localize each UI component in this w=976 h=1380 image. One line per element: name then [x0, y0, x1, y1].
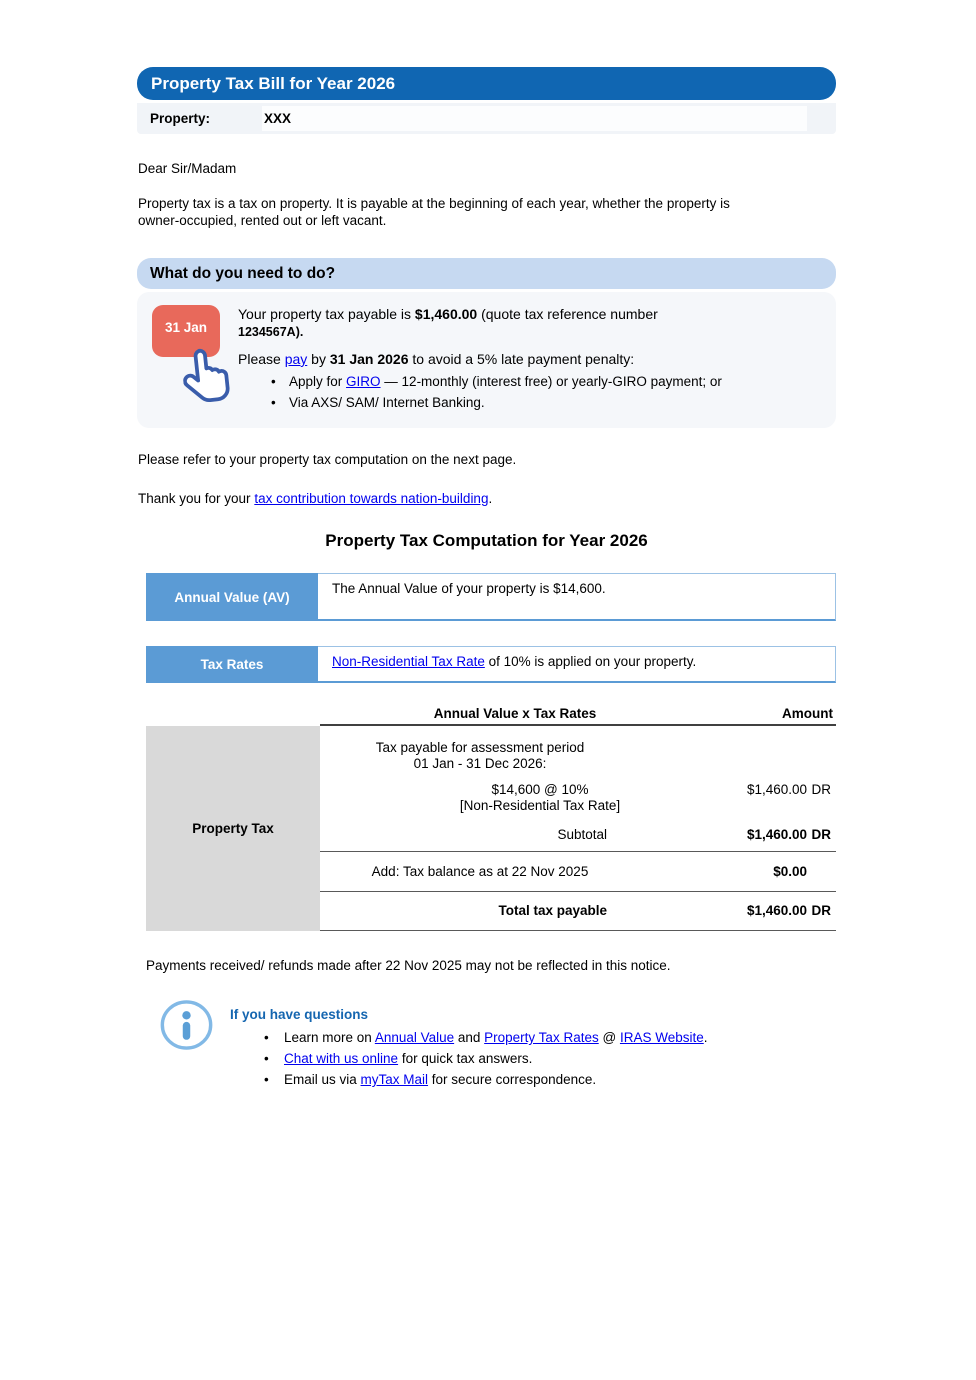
calculation-line1: $14,600 @ 10%	[491, 782, 589, 797]
action-box	[137, 292, 836, 428]
assessment-section	[320, 740, 836, 852]
property-value: XXX	[262, 106, 807, 131]
giro-post: — 12-monthly (interest free) or yearly-GIRO payment; or	[380, 374, 722, 389]
deadline-date-label: 31 Jan	[164, 319, 208, 335]
computation-title: Property Tax Computation for Year 2026	[325, 531, 648, 550]
calculation-row	[320, 782, 836, 813]
total-amount: $1,460.00	[746, 903, 807, 918]
hand-pointer-icon	[180, 345, 236, 410]
intro-line-1: Property tax is a tax on property. It is payable at the beginning of each year, whether the property is	[138, 196, 730, 211]
learn-more-post: .	[703, 1030, 708, 1045]
subtotal-row	[320, 827, 836, 842]
payment-option-axs	[238, 393, 821, 414]
calculation-amount: $1,460.00	[746, 782, 807, 797]
email-pre: Email us via	[284, 1072, 361, 1087]
document-title-bar	[137, 67, 836, 100]
annual-value-text: The Annual Value of your property is $14,600.	[332, 581, 606, 596]
payable-line	[238, 306, 821, 341]
annual-value-row	[146, 573, 836, 621]
table-header-desc: Annual Value x Tax Rates	[433, 706, 597, 721]
annual-value-content	[318, 573, 836, 621]
calculation-amount-cell	[640, 782, 836, 813]
pay-line-pre: Please	[238, 351, 285, 367]
tax-rates-row	[146, 646, 836, 683]
tax-balance-amount-cell	[640, 864, 836, 879]
subtotal-amount: $1,460.00	[746, 827, 807, 842]
payments-notice: Payments received/ refunds made after 22 Nov 2025 may not be reflected in this notice.	[146, 958, 671, 973]
total-amount-cell	[640, 903, 836, 918]
chat-post: for quick tax answers.	[398, 1051, 533, 1066]
table-body	[146, 726, 836, 931]
calculation-block	[460, 782, 620, 813]
payment-option-giro	[238, 372, 821, 393]
pay-deadline-date: 31 Jan 2026	[329, 351, 409, 367]
questions-heading: If you have questions	[230, 1007, 369, 1022]
learn-more-mid1: and	[454, 1030, 485, 1045]
payment-options-list	[238, 372, 821, 413]
annual-value-label-box	[146, 573, 318, 621]
property-bar	[137, 103, 836, 134]
chat-with-us-link[interactable]: Chat with us online	[284, 1051, 399, 1066]
non-residential-tax-rate-link[interactable]: Non-Residential Tax Rate	[332, 654, 485, 669]
refer-note: Please refer to your property tax computation on the next page.	[138, 452, 517, 467]
calculation-amount-suffix: DR	[811, 782, 831, 797]
email-post: for secure correspondence.	[428, 1072, 597, 1087]
page-content	[137, 67, 836, 1090]
tax-rates-label: Tax Rates	[200, 657, 264, 672]
assessment-period-line2: 01 Jan - 31 Dec 2026:	[413, 755, 547, 771]
deadline-badge-column	[152, 305, 238, 428]
pay-line-post: to avoid a 5% late payment penalty:	[408, 351, 635, 367]
property-label: Property:	[150, 111, 211, 126]
tax-balance-row	[320, 852, 836, 892]
table-rows	[320, 726, 836, 931]
question-item-learn-more	[230, 1027, 708, 1048]
subtotal-label: Subtotal	[557, 827, 607, 842]
tax-reference-number: 1234567A).	[238, 325, 304, 339]
document-title: Property Tax Bill for Year 2026	[151, 73, 396, 93]
tax-rates-label-box	[146, 646, 318, 683]
annual-value-link[interactable]: Annual Value	[374, 1030, 455, 1045]
question-item-email	[230, 1069, 708, 1090]
property-tax-side-label: Property Tax	[192, 821, 274, 836]
pay-link[interactable]: pay	[284, 351, 308, 367]
table-header-amount: Amount	[782, 706, 833, 721]
pay-line-mid: by	[307, 351, 330, 367]
mytax-mail-link[interactable]: myTax Mail	[360, 1072, 429, 1087]
questions-content	[230, 998, 708, 1090]
info-icon	[160, 1000, 213, 1050]
nation-building-link[interactable]: tax contribution towards nation-building	[254, 491, 489, 506]
property-tax-side-label-box	[146, 726, 320, 931]
action-text	[238, 305, 821, 428]
computation-table	[146, 706, 836, 931]
what-to-do-heading-bar	[137, 258, 836, 289]
learn-more-pre: Learn more on	[284, 1030, 375, 1045]
giro-pre: Apply for	[289, 374, 347, 389]
property-tax-rates-link[interactable]: Property Tax Rates	[484, 1030, 599, 1045]
question-item-chat	[230, 1048, 708, 1069]
thanks-line	[138, 491, 836, 506]
questions-section	[137, 998, 836, 1090]
payable-amount: $1,460.00	[414, 306, 478, 322]
payable-post: (quote tax reference number	[477, 306, 658, 322]
table-header-row	[320, 706, 836, 726]
iras-website-link[interactable]: IRAS Website	[619, 1030, 704, 1045]
annual-value-label: Annual Value (AV)	[174, 589, 290, 605]
thanks-post: .	[488, 491, 493, 506]
learn-more-mid2: @	[598, 1030, 620, 1045]
total-label: Total tax payable	[498, 903, 607, 918]
tax-rates-content	[318, 646, 836, 683]
axs-text: Via AXS/ SAM/ Internet Banking.	[289, 394, 485, 410]
calculation-cell	[320, 782, 640, 813]
calculation-line2: [Non-Residential Tax Rate]	[459, 797, 621, 813]
subtotal-amount-cell	[640, 827, 836, 842]
tax-balance-label: Add: Tax balance as at 22 Nov 2025	[371, 864, 589, 879]
assessment-period-line1: Tax payable for assessment period	[375, 740, 585, 755]
thanks-pre: Thank you for your	[138, 491, 255, 506]
pay-deadline-line	[238, 351, 821, 367]
total-row	[320, 892, 836, 931]
payable-pre: Your property tax payable is	[238, 306, 415, 322]
intro-line-2: owner-occupied, rented out or left vacant.	[138, 213, 387, 228]
subtotal-amount-suffix: DR	[811, 827, 831, 842]
salutation: Dear Sir/Madam	[138, 161, 237, 176]
tax-balance-amount: $0.00	[773, 864, 807, 879]
tax-rates-text: of 10% is applied on your property.	[484, 654, 697, 669]
questions-list	[230, 1027, 708, 1090]
assessment-period	[320, 740, 640, 771]
intro-paragraph	[138, 195, 836, 229]
total-amount-suffix: DR	[811, 903, 831, 918]
what-to-do-heading: What do you need to do?	[150, 264, 336, 282]
giro-link[interactable]: GIRO	[346, 374, 381, 389]
